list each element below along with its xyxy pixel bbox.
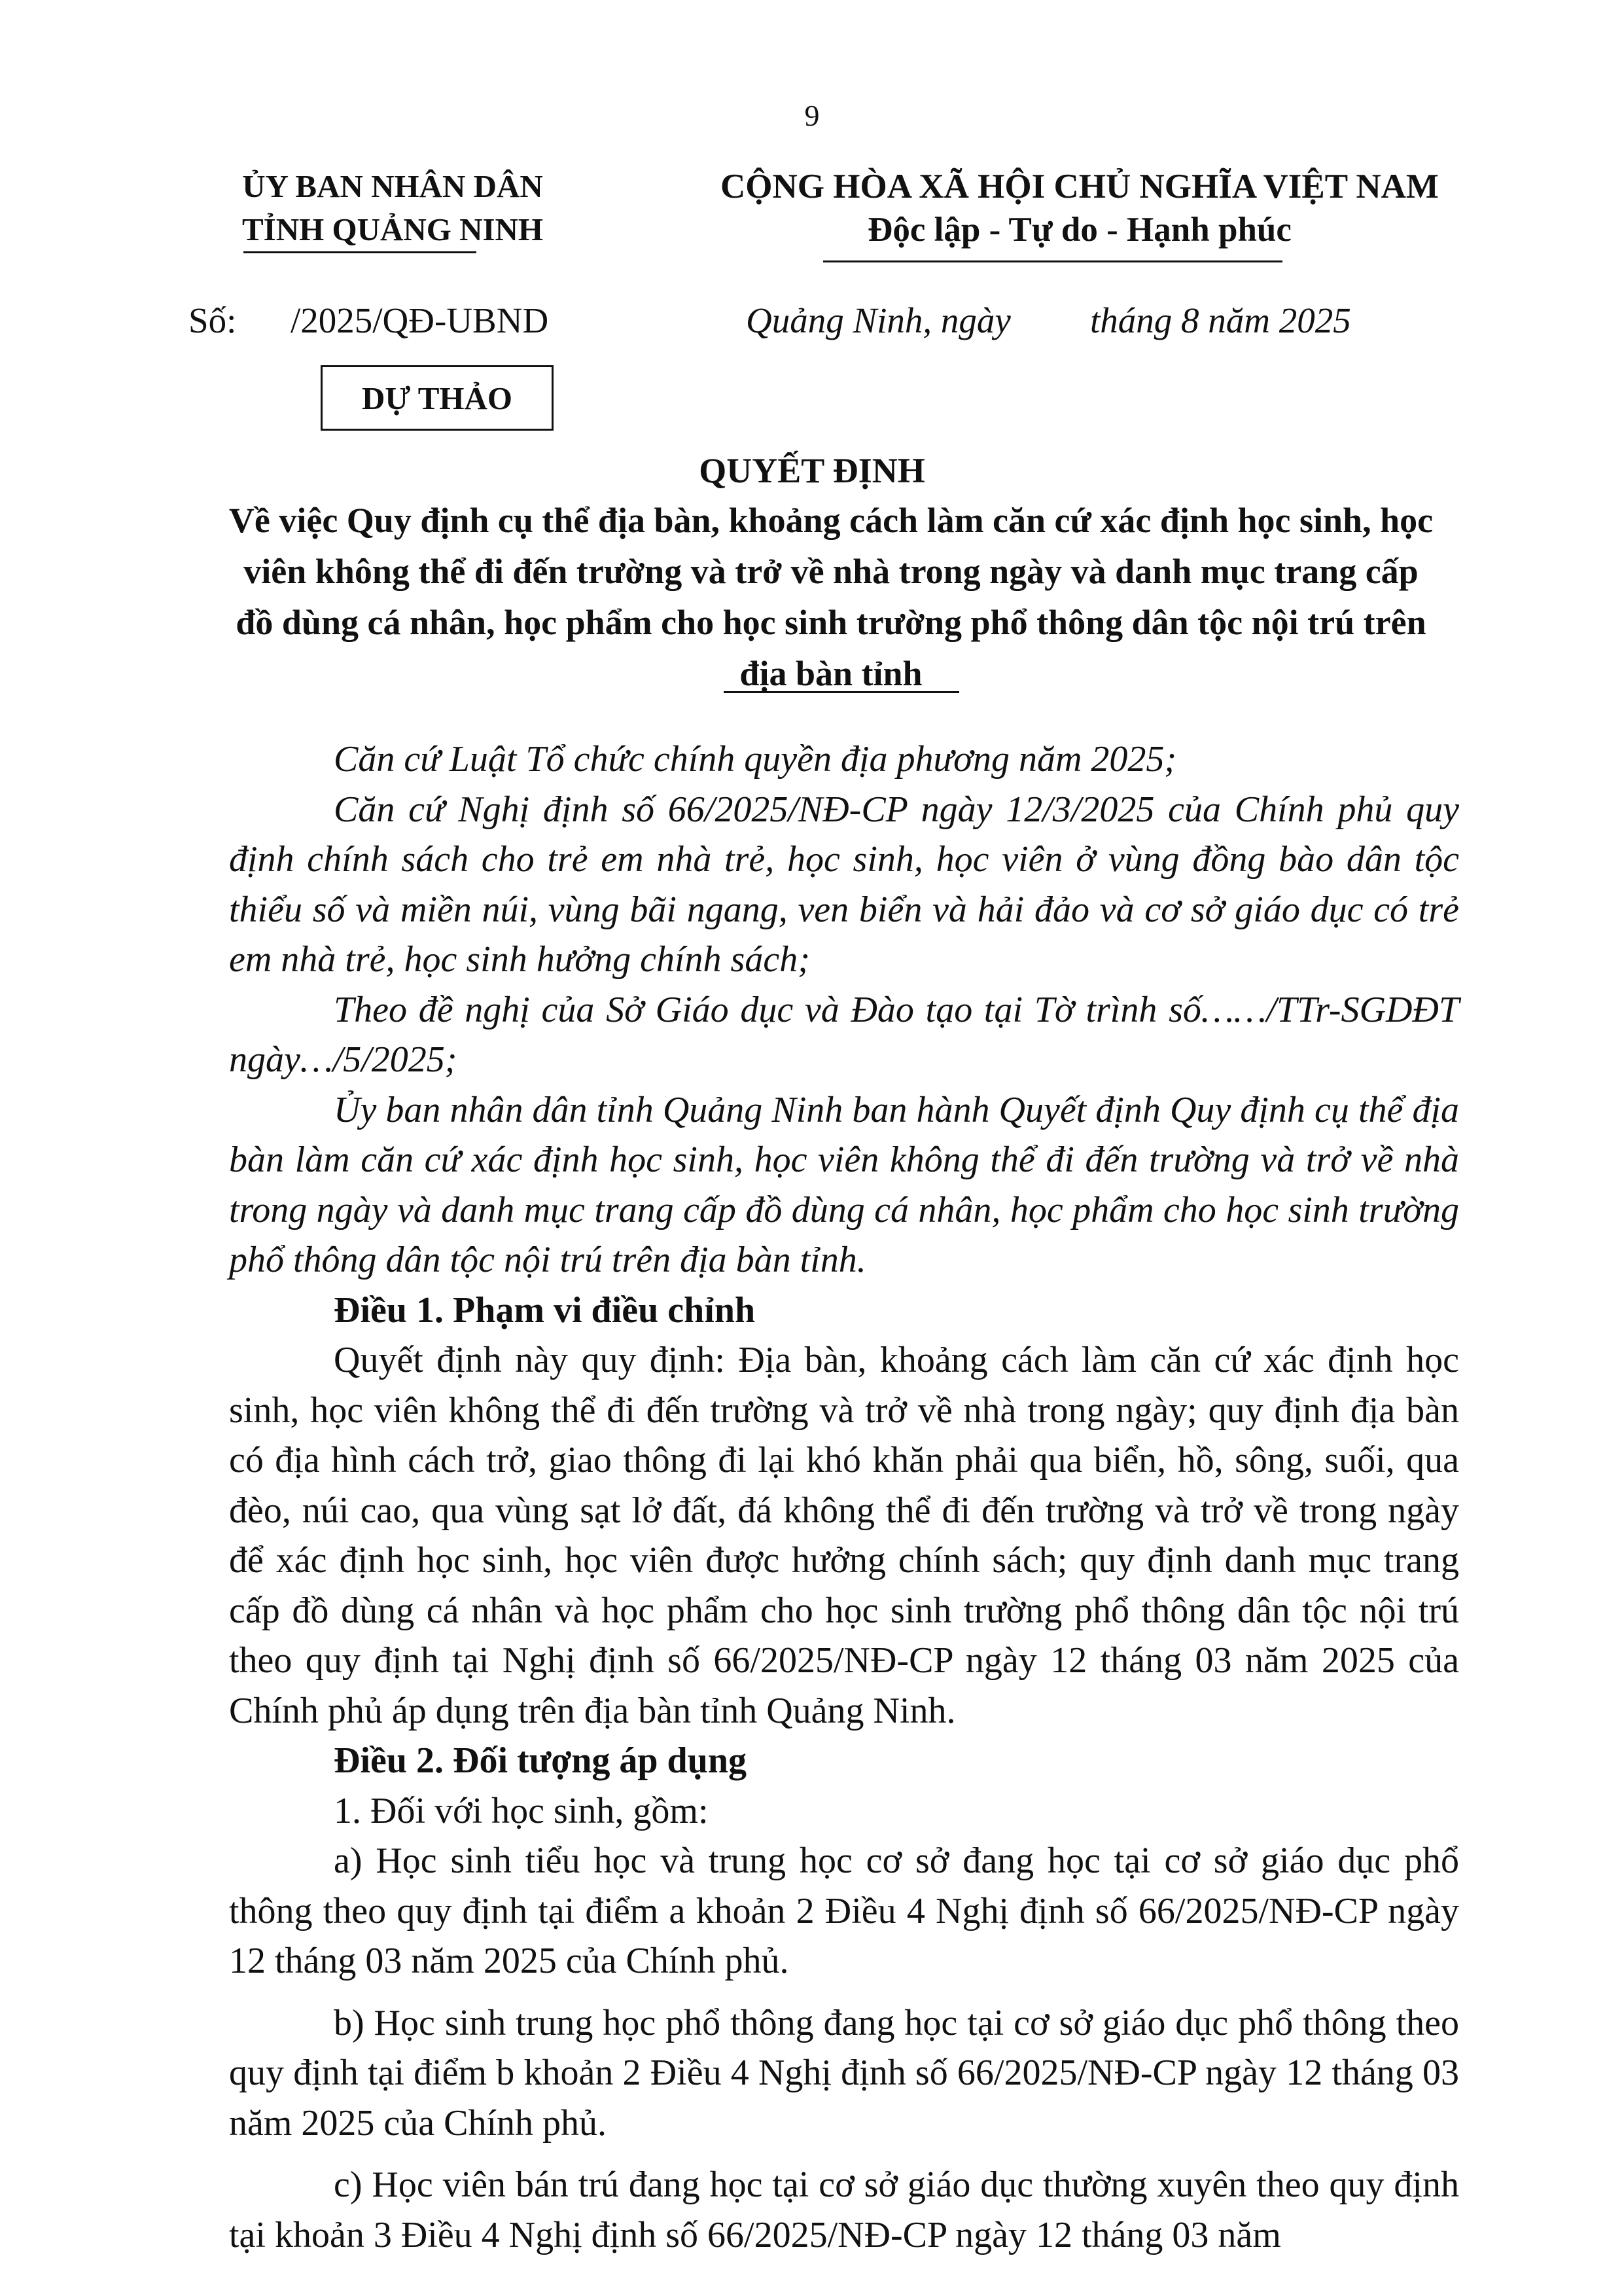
preamble-basis-decree: Căn cứ Nghị định số 66/2025/NĐ-CP ngày 12/3/2025 của Chính phủ quy định chính sách cho trẻ em nhà trẻ, học sinh, học viên ở vùng đồng bào dân tộc thiểu số và miền núi, vùng bãi ngang, ven biển và hải đảo và cơ sở giáo dục có trẻ em nhà trẻ, học sinh hưởng chính sách; xyxy=(229,789,1459,980)
article-2-item-c: c) Học viên bán trú đang học tại cơ sở giáo dục thường xuyên theo quy định tại khoản 3 Điều 4 Nghị định số 66/2025/NĐ-CP ngày 12 tháng 03 năm xyxy=(229,2164,1459,2255)
preamble-basis-law: Căn cứ Luật Tổ chức chính quyền địa phương năm 2025; xyxy=(334,739,1177,780)
agency-line-2: TỈNH QUẢNG NINH xyxy=(241,211,544,247)
document-number: /2025/QĐ-UBND xyxy=(291,300,549,340)
preamble-proposal: Theo đề nghị của Sở Giáo dục và Đào tạo tại Tờ trình số……/TTr-SGDĐT ngày…/5/2025; xyxy=(229,989,1459,1080)
nation-motto: Độc lập - Tự do - Hạnh phúc xyxy=(868,211,1292,249)
page-number: 9 xyxy=(804,99,820,132)
place-date: Quảng Ninh, ngày xyxy=(746,300,1011,340)
decision-subtitle: Về việc Quy định cụ thể địa bàn, khoảng cách làm căn cứ xác định học sinh, học viên không thể đi đến trường và trở về nhà trong ngày và danh mục trang cấp đồ dùng cá nhân, học phẩm cho học sinh trường phổ thông dân tộc nội trú trên địa bàn tỉnh xyxy=(228,501,1434,693)
document-number-label: Số: xyxy=(188,300,237,340)
decision-title: QUYẾT ĐỊNH xyxy=(699,451,925,490)
issuing-agency xyxy=(209,165,576,251)
article-2-item-a: a) Học sinh tiểu học và trung học cơ sở đang học tại cơ sở giáo dục phổ thông theo quy định tại điểm a khoản 2 Điều 4 Nghị định số 66/2025/NĐ-CP ngày 12 tháng 03 năm 2025 của Chính phủ. xyxy=(229,1840,1459,1981)
agency-line-1: ỦY BAN NHÂN DÂN xyxy=(242,168,543,204)
agency-underline xyxy=(243,251,476,253)
article-2-heading: Điều 2. Đối tượng áp dụng xyxy=(334,1740,747,1781)
motto-underline xyxy=(823,260,1282,262)
document-body xyxy=(229,734,1459,2260)
article-1-heading: Điều 1. Phạm vi điều chỉnh xyxy=(334,1289,756,1331)
title-underline xyxy=(724,691,959,693)
nation-line-1: CỘNG HÒA XÃ HỘI CHỦ NGHĨA VIỆT NAM xyxy=(720,168,1439,206)
article-1-text: Quyết định này quy định: Địa bàn, khoảng cách làm căn cứ xác định học sinh, học viên không thể đi đến trường và trở về nhà trong ngày; quy định địa bàn có địa hình cách trở, giao thông đi lại khó khăn phải qua biển, hồ, sông, suối, qua đèo, núi cao, qua vùng sạt lở đất, đá không thể đi đến trường và trở về trong ngày để xác định học sinh, học viên được hưởng chính sách; quy định danh mục trang cấp đồ dùng cá nhân và học phẩm cho học sinh trường phổ thông dân tộc nội trú theo quy định tại Nghị định số 66/2025/NĐ-CP ngày 12 tháng 03 năm 2025 của Chính phủ áp dụng trên địa bàn tỉnh Quảng Ninh. xyxy=(229,1340,1459,1731)
article-2-item-b: b) Học sinh trung học phổ thông đang học tại cơ sở giáo dục phổ thông theo quy định tại điểm b khoản 2 Điều 4 Nghị định số 66/2025/NĐ-CP ngày 12 tháng 03 năm 2025 của Chính phủ. xyxy=(229,2002,1459,2144)
draft-label: DỰ THẢO xyxy=(361,380,513,416)
date-month-year: tháng 8 năm 2025 xyxy=(1090,300,1351,340)
national-header xyxy=(674,165,1485,251)
preamble-issuance: Ủy ban nhân dân tỉnh Quảng Ninh ban hành Quyết định Quy định cụ thể địa bàn làm căn cứ xác định học sinh, học viên không thể đi đến trường và trở về nhà trong ngày và danh mục trang cấp đồ dùng cá nhân, học phẩm cho học sinh trường phổ thông dân tộc nội trú trên địa bàn tỉnh. xyxy=(229,1089,1459,1280)
draft-stamp-box xyxy=(321,365,554,431)
article-2-item-1: 1. Đối với học sinh, gồm: xyxy=(334,1790,709,1831)
